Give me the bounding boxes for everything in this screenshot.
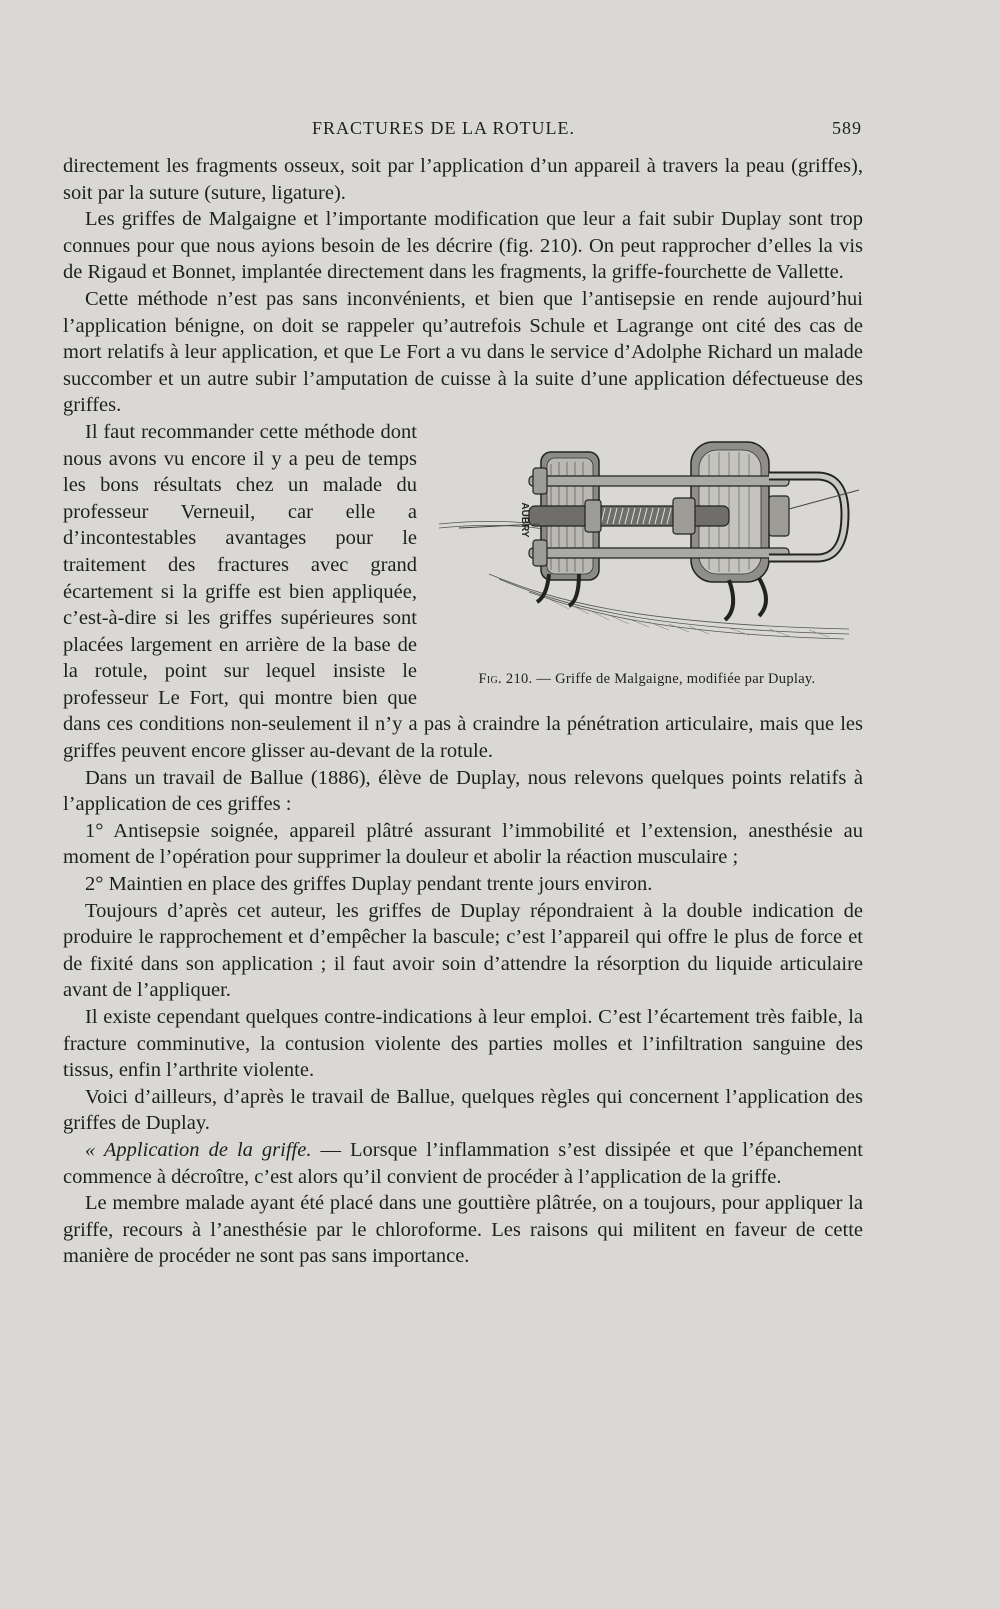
paragraph-1: directement les fragments osseux, soit par l’application d’un appareil à travers la peau (griffes), soit par la suture (suture, ligature). xyxy=(63,155,863,204)
paragraph-5: Dans un travail de Ballue (1886), élève de Duplay, nous relevons quelques points relatifs à l’application de ces griffes : xyxy=(63,766,863,816)
figure-label: Fig. 210. xyxy=(478,670,533,687)
paragraph-3: Cette méthode n’est pas sans inconvénients, et bien que l’antisepsie en rende aujourd’hui l’application bénigne, on doit se rappeler qu’autrefois Schule et Lagrange ont cité des cas de mort relatifs à leur application, et que Le Fort a vu dans le service d’Adolphe Richard un malade succomber et un autre subir l’amputation de cuisse à la suite d’une application défectueuse des griffes. xyxy=(63,287,863,417)
running-header xyxy=(62,118,862,148)
running-title: FRACTURES DE LA ROTULE. xyxy=(312,118,576,138)
body-text xyxy=(63,153,863,1270)
page-number: 589 xyxy=(832,118,862,138)
paragraph-10: Voici d’ailleurs, d’après le travail de Ballue, quelques règles qui concernent l’application des griffes de Duplay. xyxy=(63,1085,863,1135)
paragraph-7: 2° Maintien en place des griffes Duplay pendant trente jours environ. xyxy=(85,873,653,896)
figure-caption xyxy=(429,666,865,693)
italic-heading: « Application de la griffe. xyxy=(85,1138,312,1161)
figure-caption-text: — Griffe de Malgaigne, modifiée par Duplay. xyxy=(536,670,816,687)
paragraph-9: Il existe cependant quelques contre-indications à leur emploi. C’est l’écartement très faible, la fracture comminutive, la contusion violente des parties molles et l’infiltration sanguine des tissus, enfin l’arthrite violente. xyxy=(63,1006,863,1082)
paragraph-8: Toujours d’après cet auteur, les griffes de Duplay répondraient à la double indication de produire le rapprochement et d’empêcher la bascule; c’est l’appareil qui offre le plus de force et de fixité dans son application ; il faut avoir soin d’attendre la résorption du liquide articulaire avant de l’appliquer. xyxy=(63,899,863,1002)
paragraph-11-text: — Lorsque l’inflammation s’est dissipée et que l’épanchement commence à décroître, c’est alors qu’il convient de procéder à l’application de la griffe. xyxy=(63,1138,863,1188)
figure-210 xyxy=(429,424,865,699)
malgaigne-claw-illustration xyxy=(429,424,865,664)
paragraph-4: Il faut recommander cette méthode dont nous avons vu encore il y a peu de temps les bons résultats chez un malade du professeur Verneuil, car elle a d’incontestables avantages pour le traitement des fractures avec grand écartement si la griffe est bien appliquée, c’est-à-dire si les griffes supérieures sont placées largement en arrière de la base de la rotule, point sur lequel insiste le professeur Le Fort, qui montre bien que dans ces conditions non-seulement il n’y a pas à craindre la pénétration articulaire, mais que les griffes peuvent encore glisser au-devant de la rotule. xyxy=(63,420,863,763)
paragraph-11 xyxy=(63,1137,863,1190)
paragraph-12: Le membre malade ayant été placé dans une gouttière plâtrée, on a toujours, pour appliquer la griffe, recours à l’anesthésie par le chloroforme. Les raisons qui militent en faveur de cette manière de procéder ne sont pas sans importance. xyxy=(63,1192,863,1268)
engraver-signature: AUBRY xyxy=(519,502,530,538)
paragraph-2: Les griffes de Malgaigne et l’importante modification que leur a fait subir Duplay sont trop connues pour que nous ayions besoin de les décrire (fig. 210). On peut rapprocher d’elles la vis de Rigaud et Bonnet, implantée directement dans les fragments, la griffe-fourchette de Vallette. xyxy=(63,208,863,284)
paragraph-6: 1° Antisepsie soignée, appareil plâtré assurant l’immobilité et l’extension, anesthésie au moment de l’opération pour supprimer la douleur et abolir la réaction musculaire ; xyxy=(63,819,863,869)
